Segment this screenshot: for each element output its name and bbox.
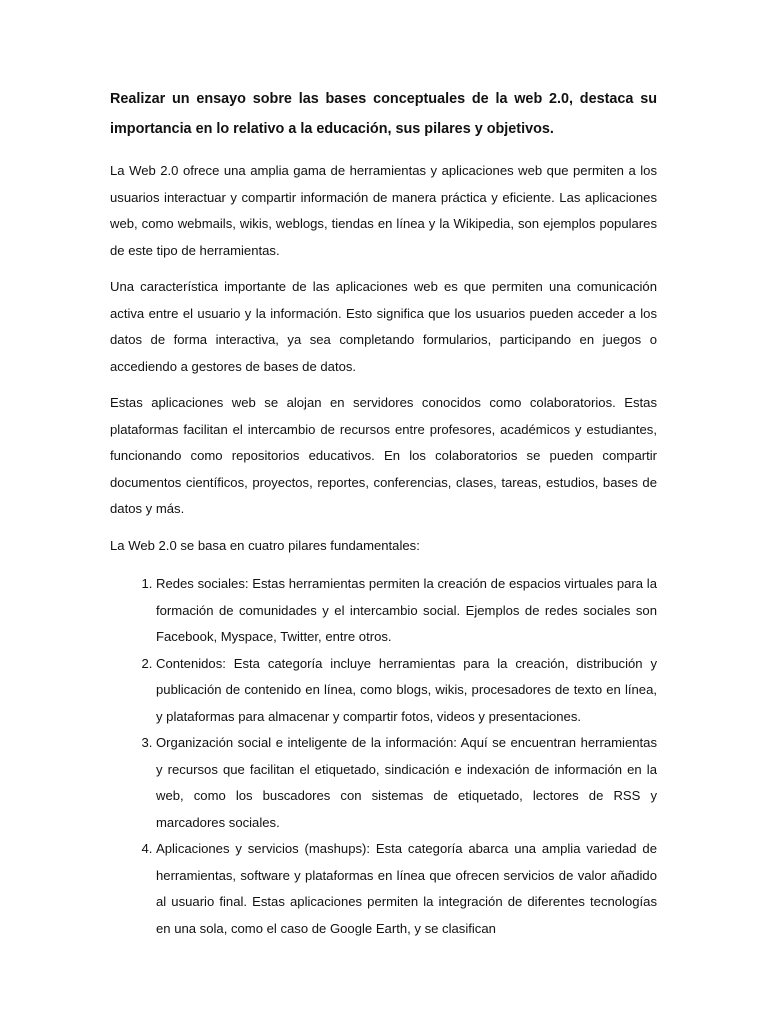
pillar-item-organizacion: 3. Organización social e inteligente de la información: Aquí se encuentran herramientas y recursos que facilitan el etiquetado, sindicación e indexación de información en la web, como los buscadores con sistemas de etiquetado, lectores de RSS y marcadores sociales. xyxy=(156,730,657,836)
pillar-item-redes-sociales: 1. Redes sociales: Estas herramientas permiten la creación de espacios virtuales para la formación de comunidades y el intercambio social. Ejemplos de redes sociales son Facebook, Myspace, Twitter, entre otros. xyxy=(156,571,657,651)
document-body xyxy=(110,84,657,942)
pillars-intro: La Web 2.0 se basa en cuatro pilares fundamentales: xyxy=(110,537,420,553)
paragraph-web-apps-communication: Una característica importante de las aplicaciones web es que permiten una comunicación activa entre el usuario y la información. Esto significa que los usuarios pueden acceder a los datos de forma interactiva, ya sea completando formularios, participando en juegos o accediendo a gestores de bases de datos. xyxy=(110,279,657,374)
paragraph-web20-intro: La Web 2.0 ofrece una amplia gama de herramientas y aplicaciones web que permiten a los usuarios interactuar y compartir información de manera práctica y eficiente. Las aplicaciones web, como webmails, wikis, weblogs, tiendas en línea y la Wikipedia, son ejemplos populares de este tipo de herramientas. xyxy=(110,163,657,258)
pillar-item-aplicaciones: 4. Aplicaciones y servicios (mashups): Esta categoría abarca una amplia variedad de herramientas, software y plataformas en línea que ofrecen servicios de valor añadido al usuario final. Estas aplicaciones permiten la integración de diferentes tecnologías en una sola, como el caso de Google Earth, y se clasifican xyxy=(156,836,657,942)
paragraph-colaboratorios: Estas aplicaciones web se alojan en servidores conocidos como colaboratorios. Estas plataformas facilitan el intercambio de recursos entre profesores, académicos y estudiantes, funcionando como repositorios educativos. En los colaboratorios se pueden compartir documentos científicos, proyectos, reportes, conferencias, clases, tareas, estudios, bases de datos y más. xyxy=(110,395,657,516)
document-title: Realizar un ensayo sobre las bases conceptuales de la web 2.0, destaca su importancia en lo relativo a la educación, sus pilares y objetivos. xyxy=(110,91,657,137)
pillars-list xyxy=(110,571,657,942)
pillar-item-contenidos: 2. Contenidos: Esta categoría incluye herramientas para la creación, distribución y publicación de contenido en línea, como blogs, wikis, procesadores de texto en línea, y plataformas para almacenar y compartir fotos, videos y presentaciones. xyxy=(156,651,657,731)
